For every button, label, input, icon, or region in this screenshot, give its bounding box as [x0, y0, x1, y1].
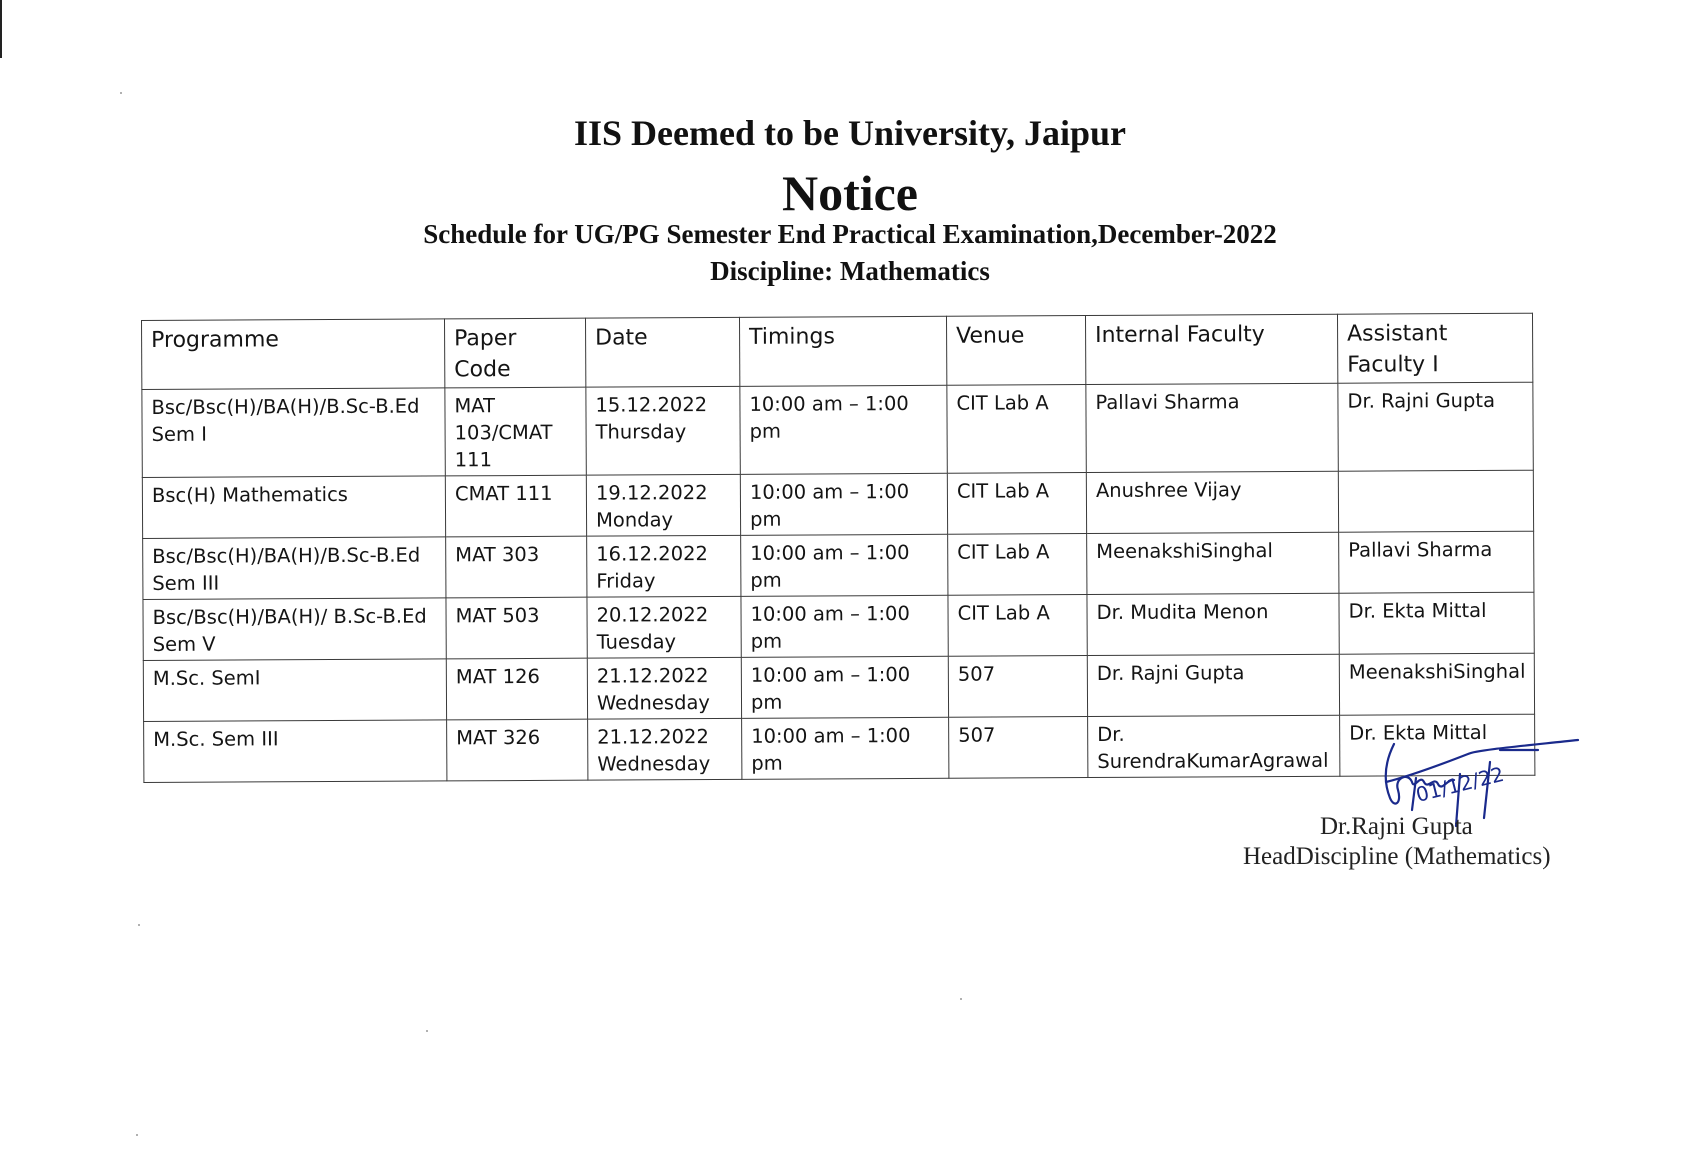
scan-speck	[138, 924, 140, 926]
date-value: 19.12.2022	[595, 481, 708, 505]
date-cell	[587, 657, 741, 719]
day-value: Wednesday	[597, 752, 711, 776]
table-row	[143, 592, 1534, 660]
timings-cell: 10:00 am – 1:00 pm	[740, 385, 947, 474]
scan-speck	[120, 92, 122, 94]
venue-cell: CIT Lab A	[948, 534, 1087, 596]
schedule-table-wrapper	[141, 313, 1534, 783]
internal-faculty-cell: MeenakshiSinghal	[1087, 532, 1339, 594]
column-header-timings: Timings	[739, 316, 946, 386]
date-cell	[587, 535, 741, 597]
assistant-faculty-cell	[1338, 470, 1533, 532]
venue-cell: 507	[948, 656, 1087, 718]
date-cell	[586, 386, 740, 475]
column-header-paper-code: Paper Code	[444, 318, 585, 388]
paper-code-cell: MAT 503	[446, 597, 587, 659]
timings-cell: 10:00 am – 1:00 pm	[742, 717, 949, 779]
paper-code-cell: MAT 303	[446, 536, 587, 598]
venue-cell: 507	[949, 717, 1088, 779]
assistant-faculty-cell: Dr. Rajni Gupta	[1338, 382, 1533, 471]
scan-speck	[960, 998, 962, 1000]
day-value: Monday	[595, 508, 674, 532]
signatory-name: Dr.Rajni Gupta	[1320, 813, 1473, 840]
table-row	[142, 470, 1533, 538]
column-header-programme: Programme	[142, 319, 445, 390]
date-value: 15.12.2022	[595, 393, 708, 417]
timings-cell: 10:00 am – 1:00 pm	[741, 534, 948, 596]
timings-cell: 10:00 am – 1:00 pm	[740, 473, 947, 535]
internal-faculty-cell: Anushree Vijay	[1086, 471, 1338, 533]
notice-title: Notice	[781, 165, 919, 221]
internal-faculty-cell: Dr. Rajni Gupta	[1087, 654, 1339, 716]
signatory-title: HeadDiscipline (Mathematics)	[1243, 843, 1551, 870]
paper-code-cell: CMAT 111	[445, 475, 586, 537]
assistant-faculty-cell: MeenakshiSinghal	[1339, 653, 1534, 715]
day-value: Friday	[596, 569, 656, 593]
column-header-assistant-faculty: Assistant Faculty I	[1337, 313, 1532, 383]
day-value: Wednesday	[596, 691, 710, 715]
column-header-internal-faculty: Internal Faculty	[1085, 314, 1337, 384]
signature-date: 01/12/22	[1413, 761, 1507, 807]
date-value: 21.12.2022	[596, 664, 709, 688]
venue-cell: CIT Lab A	[948, 595, 1087, 657]
day-value: Tuesday	[596, 630, 677, 654]
table-row	[143, 531, 1534, 599]
scan-speck	[426, 1030, 428, 1032]
date-cell	[587, 596, 741, 658]
timings-cell: 10:00 am – 1:00 pm	[741, 595, 948, 657]
table-row	[144, 714, 1535, 782]
venue-cell: CIT Lab A	[947, 385, 1086, 474]
date-value: 16.12.2022	[596, 542, 708, 566]
table-row	[142, 382, 1533, 477]
schedule-table	[141, 313, 1535, 783]
date-value: 21.12.2022	[597, 725, 709, 749]
assistant-faculty-cell: Dr. Ekta Mittal	[1340, 714, 1535, 776]
date-value: 20.12.2022	[596, 603, 709, 627]
university-name: IIS Deemed to be University, Jaipur	[574, 113, 1126, 153]
table-header-row	[142, 313, 1533, 389]
table-row	[143, 653, 1534, 721]
paper-code-cell: MAT 103/CMAT 111	[445, 387, 586, 476]
internal-faculty-cell: Pallavi Sharma	[1086, 383, 1338, 472]
internal-faculty-cell: Dr. SurendraKumarAgrawal	[1088, 715, 1340, 777]
programme-cell: Bsc/Bsc(H)/BA(H)/ B.Sc-B.Ed Sem V	[143, 598, 446, 661]
assistant-faculty-cell: Pallavi Sharma	[1339, 531, 1534, 593]
scan-speck	[136, 1134, 138, 1136]
day-value: Thursday	[595, 420, 687, 444]
internal-faculty-cell: Dr. Mudita Menon	[1087, 593, 1339, 655]
programme-cell: Bsc/Bsc(H)/BA(H)/B.Sc-B.Ed Sem I	[142, 388, 445, 478]
column-header-venue: Venue	[946, 316, 1085, 386]
assistant-faculty-cell: Dr. Ekta Mittal	[1339, 592, 1534, 654]
discipline-subtitle: Discipline: Mathematics	[710, 256, 990, 286]
venue-cell: CIT Lab A	[947, 473, 1086, 535]
paper-code-cell: MAT 126	[446, 658, 587, 720]
date-cell	[588, 718, 742, 780]
programme-cell: M.Sc. Sem III	[144, 720, 447, 783]
timings-cell: 10:00 am – 1:00 pm	[741, 656, 948, 718]
programme-cell: Bsc(H) Mathematics	[142, 476, 445, 539]
schedule-subtitle: Schedule for UG/PG Semester End Practical Examination,December-2022	[423, 219, 1277, 249]
scan-edge	[0, 0, 2, 58]
column-header-date: Date	[585, 317, 739, 387]
programme-cell: Bsc/Bsc(H)/BA(H)/B.Sc-B.Ed Sem III	[143, 537, 446, 600]
paper-code-cell: MAT 326	[447, 719, 588, 781]
programme-cell: M.Sc. SemI	[143, 659, 446, 722]
date-cell	[586, 474, 740, 536]
